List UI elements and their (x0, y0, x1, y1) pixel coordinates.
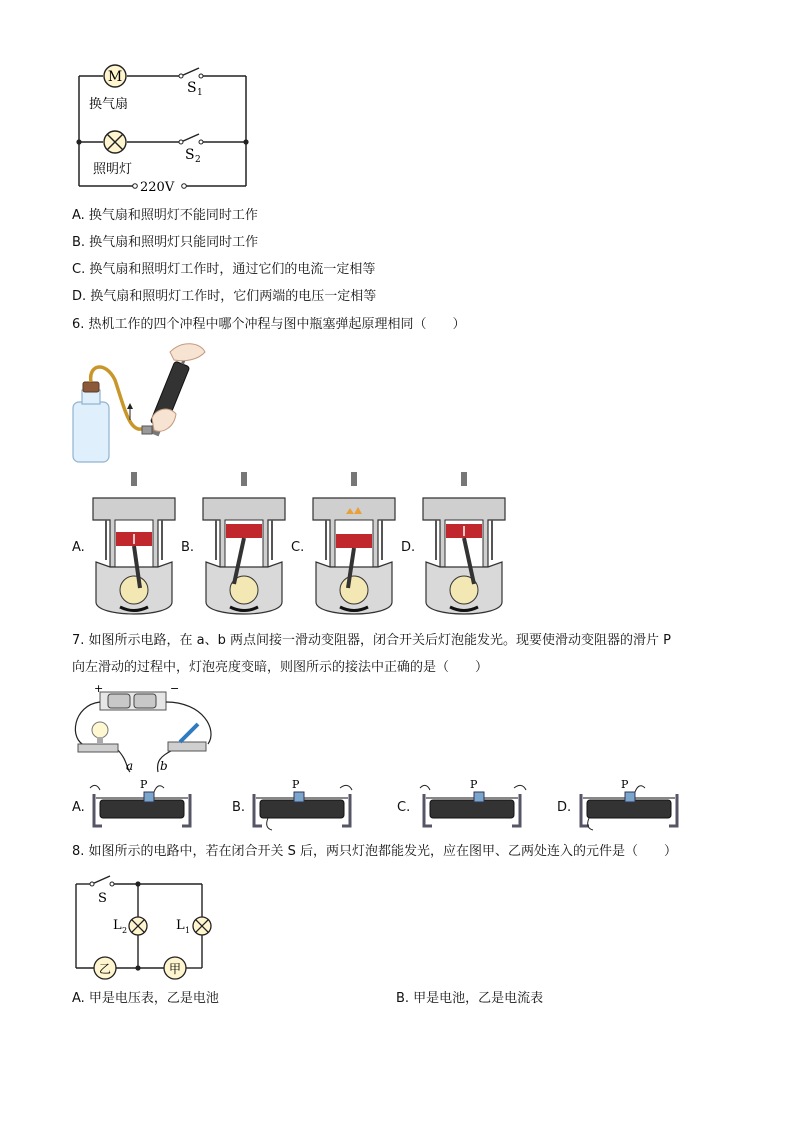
q5-option-d: D. 换气扇和照明灯工作时，它们两端的电压一定相等 (72, 289, 377, 304)
q7-choice-a-label: A. (72, 800, 85, 815)
lamp-symbol (104, 131, 126, 153)
q6-choice-b-label: B. (181, 540, 195, 555)
s2-label: S (185, 147, 195, 163)
yi-component (94, 957, 116, 979)
l1-subscript: 1 (185, 926, 191, 935)
q8-stem: 8. 如图所示的电路中，若在闭合开关 S 后，两只灯泡都能发光，应在图甲、乙两处连入的元件是（ ） (72, 844, 678, 859)
q7-choice-c-label: C. (397, 800, 411, 815)
svg-text:P: P (470, 778, 478, 791)
q6-choice-a-label: A. (72, 540, 85, 555)
bottle-pump-figure (70, 340, 210, 465)
q7-circuit-figure (68, 680, 218, 775)
q7-choice-b-label: B. (232, 800, 246, 815)
svg-text:甲: 甲 (168, 962, 182, 976)
svg-text:P: P (621, 778, 629, 791)
l2-lamp-symbol (129, 917, 147, 935)
svg-text:M: M (107, 69, 123, 85)
point-b-label: b (160, 759, 168, 773)
q7-choice-d-label: D. (557, 800, 572, 815)
switch-s-label: S (98, 891, 107, 906)
svg-text:P: P (292, 778, 300, 791)
rheostat-a (88, 778, 198, 833)
q5-option-c: C. 换气扇和照明灯工作时，通过它们的电流一定相等 (72, 262, 376, 277)
rheostat-c (418, 778, 528, 833)
engine-figure-d (418, 472, 510, 620)
jia-component (164, 957, 186, 979)
battery-plus: + (94, 682, 104, 695)
s1-subscript: 1 (197, 88, 203, 98)
engine-figure-b (198, 472, 290, 620)
q7-stem-line2: 向左滑动的过程中，灯泡亮度变暗，则图所示的接法中正确的是（ ） (72, 660, 489, 675)
lamp-label: 照明灯 (93, 162, 133, 177)
motor-symbol (104, 65, 126, 87)
q5-option-a: A. 换气扇和照明灯不能同时工作 (72, 208, 258, 223)
q7-stem-line1: 7. 如图所示电路，在 a、b 两点间接一滑动变阻器，闭合开关后灯泡能发光。现要使滑动变阻器的滑片 P (72, 633, 671, 648)
engine-figure-c (308, 472, 400, 620)
l1-lamp-symbol (193, 917, 211, 935)
q8-option-a: A. 甲是电压表，乙是电池 (72, 991, 219, 1006)
rheostat-d (575, 778, 685, 833)
fan-label: 换气扇 (89, 97, 129, 112)
rheostat-b (248, 778, 358, 833)
q5-circuit-figure (75, 62, 255, 195)
q6-stem: 6. 热机工作的四个冲程中哪个冲程与图中瓶塞弹起原理相同（ ） (72, 317, 466, 332)
s1-label: S (187, 80, 197, 96)
voltage-label: 220V (140, 180, 175, 195)
s2-subscript: 2 (195, 155, 201, 165)
svg-text:P: P (140, 778, 148, 791)
q8-option-b: B. 甲是电池，乙是电流表 (396, 991, 544, 1006)
l1-label: L (176, 918, 185, 933)
q5-option-b: B. 换气扇和照明灯只能同时工作 (72, 235, 259, 250)
l2-subscript: 2 (122, 926, 128, 935)
q6-choice-c-label: C. (291, 540, 305, 555)
q6-choice-d-label: D. (401, 540, 416, 555)
svg-text:乙: 乙 (98, 962, 112, 976)
l2-label: L (113, 918, 122, 933)
battery-minus: − (170, 682, 180, 695)
engine-figure-a (88, 472, 180, 620)
q8-circuit-figure (72, 872, 217, 982)
point-a-label: a (126, 759, 134, 773)
